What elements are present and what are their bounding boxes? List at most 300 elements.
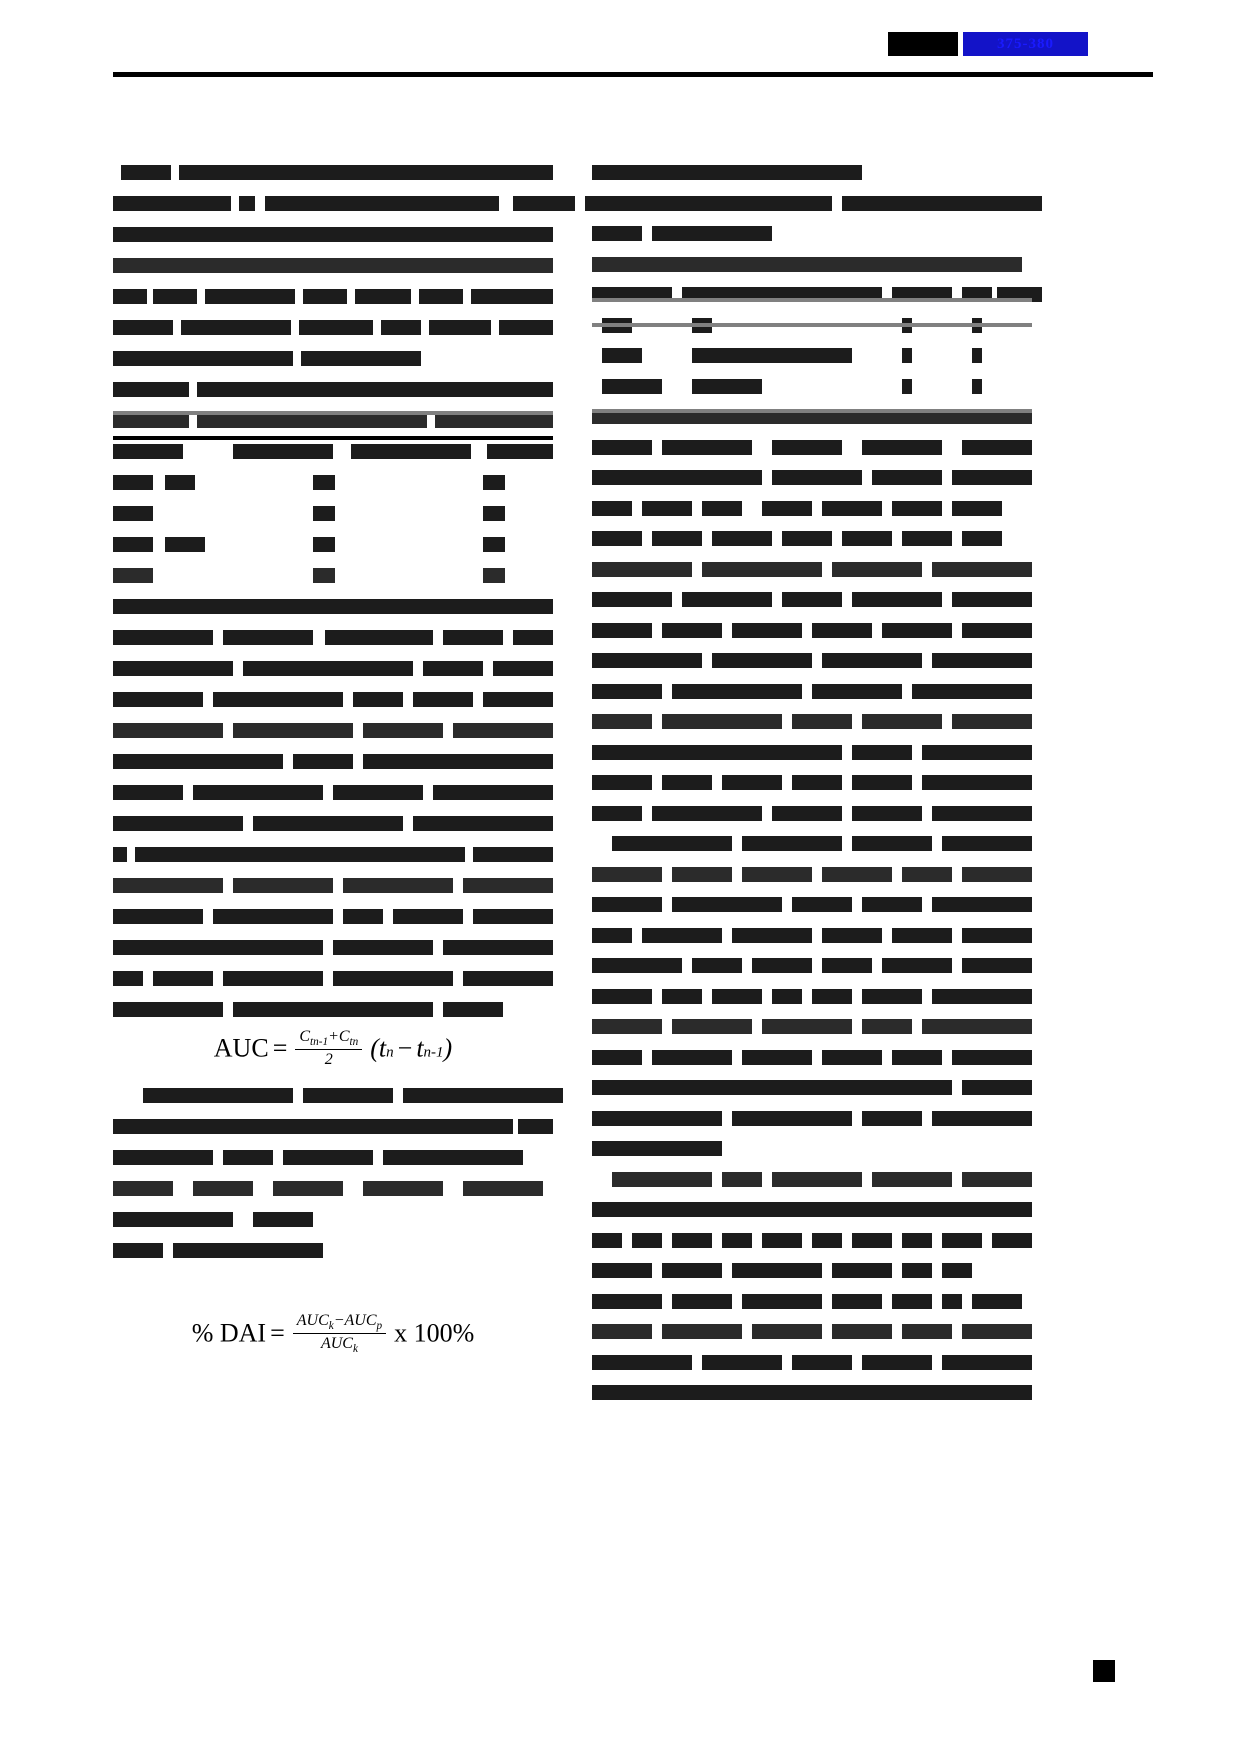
redacted-text-span: [612, 836, 732, 851]
redacted-text-span: [772, 440, 842, 455]
redacted-text-span: [113, 444, 183, 459]
text-line: [113, 537, 553, 568]
text-line: [113, 444, 553, 475]
text-line: [592, 1080, 1042, 1111]
redacted-text-span: [419, 289, 463, 304]
auc-num-c1: C: [299, 1028, 311, 1045]
redacted-text-span: [113, 878, 223, 893]
redacted-text-span: [862, 1019, 912, 1034]
redacted-text-span: [792, 348, 852, 363]
redacted-text-span: [223, 1150, 273, 1165]
redacted-text-span: [972, 379, 982, 394]
redacted-text-span: [592, 531, 642, 546]
redacted-text-span: [962, 531, 1002, 546]
redacted-text-span: [952, 592, 1032, 607]
redacted-text-span: [712, 531, 772, 546]
redacted-text-span: [892, 501, 942, 516]
redacted-text-span: [732, 1111, 852, 1126]
redacted-text-span: [253, 816, 403, 831]
redacted-text-span: [393, 909, 463, 924]
redacted-text-span: [822, 1050, 882, 1065]
redacted-text-span: [463, 1181, 543, 1196]
left-table-rule-header: [113, 436, 553, 440]
redacted-text-span: [113, 227, 553, 242]
redacted-text-span: [313, 568, 335, 583]
redacted-text-span: [113, 537, 153, 552]
redacted-text-span: [113, 692, 203, 707]
redacted-text-span: [293, 754, 353, 769]
redacted-text-span: [972, 348, 982, 363]
auc-num-c2-sub: tn: [349, 1036, 359, 1049]
redacted-text-span: [652, 1050, 732, 1065]
redacted-text-span: [962, 1324, 1032, 1339]
redacted-text-span: [672, 1294, 732, 1309]
redacted-text-span: [872, 1172, 952, 1187]
text-line: [592, 897, 1042, 928]
redacted-text-span: [682, 592, 772, 607]
equation-auc-fraction: [295, 1028, 362, 1069]
text-line: [592, 958, 1042, 989]
redacted-text-span: [952, 714, 1032, 729]
redacted-text-span: [592, 745, 842, 760]
redacted-text-span: [882, 958, 952, 973]
auc-num-plus: +: [328, 1028, 339, 1045]
redacted-text-span: [113, 847, 127, 862]
redacted-text-span: [273, 1181, 343, 1196]
redacted-text-span: [303, 1088, 393, 1103]
redacted-text-span: [383, 1150, 523, 1165]
redacted-text-span: [592, 470, 762, 485]
left-table-rule-top: [113, 411, 553, 415]
redacted-text-span: [433, 785, 553, 800]
redacted-text-span: [822, 653, 922, 668]
redacted-text-span: [299, 320, 373, 335]
redacted-text-span: [962, 1080, 1032, 1095]
redacted-text-span: [153, 289, 197, 304]
text-line: [592, 1202, 1042, 1233]
redacted-text-span: [213, 692, 343, 707]
redacted-text-span: [233, 878, 333, 893]
redacted-text-span: [662, 440, 752, 455]
auc-num-c1-sub: tn-1: [310, 1036, 329, 1049]
redacted-text-span: [942, 836, 1032, 851]
equation-dai-equals: =: [270, 1318, 285, 1348]
text-line: [113, 568, 553, 599]
redacted-text-span: [932, 562, 1032, 577]
redacted-text-span: [443, 1002, 503, 1017]
left-column-body-2: [113, 1088, 553, 1274]
text-line: [592, 1263, 1042, 1294]
page-range-link[interactable]: 375-380: [963, 32, 1088, 56]
text-line: [592, 409, 1042, 440]
redacted-text-span: [592, 775, 652, 790]
redacted-text-span: [443, 630, 503, 645]
redacted-text-span: [892, 1294, 932, 1309]
redacted-text-span: [902, 1263, 932, 1278]
redacted-text-span: [942, 1294, 962, 1309]
redacted-text-span: [313, 475, 335, 490]
text-line: [592, 592, 1042, 623]
redacted-text-span: [592, 623, 652, 638]
redacted-text-span: [842, 196, 1042, 211]
redacted-text-span: [113, 909, 203, 924]
redacted-text-span: [962, 958, 1032, 973]
redacted-text-span: [872, 470, 942, 485]
text-line: [592, 1172, 1042, 1203]
redacted-text-span: [832, 1263, 892, 1278]
redacted-text-span: [413, 692, 473, 707]
redacted-text-span: [862, 1355, 932, 1370]
redacted-text-span: [902, 1233, 932, 1248]
redacted-text-span: [882, 623, 952, 638]
text-line: [113, 227, 553, 258]
redacted-text-span: [832, 1324, 892, 1339]
text-line: [113, 165, 553, 196]
equation-dai: [113, 1312, 553, 1355]
header-right-block: [888, 32, 958, 56]
redacted-text-span: [792, 714, 852, 729]
right-table-rule-top: [592, 298, 1032, 302]
redacted-text-span: [592, 440, 652, 455]
redacted-text-span: [343, 909, 383, 924]
text-line: [113, 320, 553, 351]
redacted-text-span: [313, 506, 335, 521]
auc-tail-t2: t: [416, 1033, 424, 1063]
redacted-text-span: [333, 971, 453, 986]
text-line: [592, 1141, 1042, 1172]
redacted-text-span: [471, 289, 553, 304]
redacted-text-span: [233, 1002, 433, 1017]
redacted-text-span: [173, 1243, 323, 1258]
redacted-text-span: [333, 785, 423, 800]
redacted-text-span: [165, 475, 195, 490]
redacted-text-span: [962, 867, 1032, 882]
text-line: [113, 351, 553, 382]
redacted-text-span: [483, 692, 553, 707]
redacted-text-span: [962, 623, 1032, 638]
redacted-text-span: [812, 623, 872, 638]
redacted-text-span: [592, 1294, 662, 1309]
redacted-text-span: [113, 320, 173, 335]
redacted-text-span: [181, 320, 291, 335]
redacted-text-span: [712, 989, 762, 1004]
redacted-text-span: [113, 754, 283, 769]
redacted-text-span: [592, 226, 642, 241]
text-line: [592, 1355, 1042, 1386]
redacted-text-span: [483, 506, 505, 521]
redacted-text-span: [121, 165, 171, 180]
redacted-text-span: [113, 1212, 233, 1227]
equation-dai-numerator: [293, 1312, 386, 1334]
redacted-text-span: [902, 348, 912, 363]
redacted-text-span: [135, 847, 465, 862]
redacted-text-span: [862, 440, 942, 455]
text-line: [592, 1050, 1042, 1081]
redacted-text-span: [732, 623, 802, 638]
redacted-text-span: [493, 661, 553, 676]
redacted-text-span: [722, 1233, 752, 1248]
text-line: [592, 226, 1042, 257]
redacted-text-span: [672, 867, 732, 882]
page-number-marker: [1093, 1660, 1115, 1682]
redacted-text-span: [325, 630, 433, 645]
auc-tail-minus: −: [397, 1033, 413, 1063]
redacted-text-span: [303, 289, 347, 304]
redacted-text-span: [483, 537, 505, 552]
redacted-text-span: [513, 196, 575, 211]
redacted-text-span: [932, 1111, 1032, 1126]
redacted-text-span: [592, 1263, 652, 1278]
redacted-text-span: [333, 940, 433, 955]
equation-dai-tail: x 100%: [394, 1318, 475, 1348]
redacted-text-span: [732, 928, 812, 943]
redacted-text-span: [301, 351, 421, 366]
dai-num-minus: −: [333, 1312, 345, 1329]
redacted-text-span: [832, 562, 922, 577]
redacted-text-span: [223, 971, 323, 986]
redacted-text-span: [662, 1263, 722, 1278]
redacted-text-span: [942, 1355, 1032, 1370]
dai-num-b-sub: p: [376, 1320, 383, 1333]
equation-auc-numerator: [295, 1028, 362, 1050]
redacted-text-span: [902, 867, 952, 882]
redacted-text-span: [642, 928, 722, 943]
dai-num-a: AUC: [296, 1312, 329, 1329]
text-line: [113, 599, 553, 630]
redacted-text-span: [852, 745, 912, 760]
redacted-text-span: [463, 971, 553, 986]
text-line: [592, 165, 1042, 196]
text-line: [113, 196, 553, 227]
redacted-text-span: [113, 475, 153, 490]
equation-auc-label: AUC: [213, 1033, 269, 1063]
redacted-text-span: [652, 806, 762, 821]
redacted-text-span: [592, 867, 662, 882]
redacted-text-span: [113, 816, 243, 831]
redacted-text-span: [343, 878, 453, 893]
redacted-text-span: [902, 531, 952, 546]
redacted-text-span: [822, 867, 892, 882]
auc-tail-open: (: [370, 1033, 379, 1063]
redacted-text-span: [113, 568, 153, 583]
text-line: [113, 630, 553, 661]
redacted-text-span: [355, 289, 411, 304]
redacted-text-span: [822, 958, 872, 973]
redacted-text-span: [351, 444, 471, 459]
redacted-text-span: [942, 1263, 972, 1278]
redacted-text-span: [702, 501, 742, 516]
redacted-text-span: [429, 320, 491, 335]
equation-dai-fraction: [293, 1312, 386, 1355]
redacted-text-span: [283, 1150, 373, 1165]
redacted-text-span: [762, 1019, 852, 1034]
redacted-text-span: [772, 470, 862, 485]
redacted-text-span: [962, 1172, 1032, 1187]
redacted-text-span: [483, 568, 505, 583]
redacted-text-span: [592, 989, 652, 1004]
redacted-text-span: [932, 989, 1032, 1004]
redacted-text-span: [113, 413, 189, 428]
redacted-text-span: [952, 501, 1002, 516]
text-line: [592, 348, 1042, 379]
dai-num-b: AUC: [344, 1312, 377, 1329]
redacted-text-span: [592, 1080, 952, 1095]
redacted-text-span: [143, 1088, 293, 1103]
redacted-text-span: [483, 475, 505, 490]
text-line: [592, 745, 1042, 776]
redacted-text-span: [179, 165, 553, 180]
redacted-text-span: [952, 1050, 1032, 1065]
redacted-text-span: [592, 958, 682, 973]
redacted-text-span: [592, 592, 672, 607]
text-line: [113, 909, 553, 940]
redacted-text-span: [413, 816, 553, 831]
redacted-text-span: [233, 723, 353, 738]
redacted-text-span: [812, 989, 852, 1004]
redacted-text-span: [113, 1150, 213, 1165]
redacted-text-span: [852, 775, 912, 790]
text-line: [592, 470, 1042, 501]
redacted-text-span: [403, 1088, 563, 1103]
redacted-text-span: [852, 592, 942, 607]
redacted-text-span: [782, 531, 832, 546]
redacted-text-span: [772, 806, 842, 821]
redacted-text-span: [652, 226, 772, 241]
redacted-text-span: [862, 989, 922, 1004]
redacted-text-span: [962, 928, 1032, 943]
redacted-text-span: [672, 1233, 712, 1248]
redacted-text-span: [662, 714, 782, 729]
redacted-text-span: [702, 562, 822, 577]
text-line: [592, 257, 1042, 288]
redacted-text-span: [473, 909, 553, 924]
text-line: [113, 1181, 553, 1212]
redacted-text-span: [942, 1233, 982, 1248]
redacted-text-span: [592, 653, 702, 668]
redacted-text-span: [862, 897, 922, 912]
redacted-text-span: [722, 1172, 762, 1187]
redacted-text-span: [592, 165, 862, 180]
redacted-text-span: [443, 940, 553, 955]
text-line: [113, 692, 553, 723]
text-line: [592, 1294, 1042, 1325]
text-line: [592, 1233, 1042, 1264]
redacted-text-span: [193, 785, 323, 800]
redacted-text-span: [732, 1263, 822, 1278]
redacted-text-span: [592, 1111, 722, 1126]
text-line: [592, 623, 1042, 654]
redacted-text-span: [932, 653, 1032, 668]
redacted-text-span: [852, 1233, 892, 1248]
text-line: [113, 785, 553, 816]
redacted-text-span: [712, 653, 812, 668]
text-line: [592, 653, 1042, 684]
text-line: [113, 723, 553, 754]
text-line: [592, 775, 1042, 806]
redacted-text-span: [592, 562, 692, 577]
text-line: [592, 1019, 1042, 1050]
redacted-text-span: [165, 537, 205, 552]
redacted-text-span: [592, 684, 662, 699]
redacted-text-span: [423, 661, 483, 676]
text-line: [113, 1088, 553, 1119]
right-table-rule-header: [592, 323, 1032, 327]
redacted-text-span: [812, 1233, 842, 1248]
redacted-text-span: [113, 289, 147, 304]
text-line: [592, 684, 1042, 715]
equation-dai-denominator: [293, 1334, 386, 1355]
redacted-text-span: [632, 1233, 662, 1248]
text-line: [592, 1111, 1042, 1142]
redacted-text-span: [862, 1111, 922, 1126]
redacted-text-span: [592, 806, 642, 821]
text-line: [592, 806, 1042, 837]
redacted-text-span: [662, 989, 702, 1004]
redacted-text-span: [742, 1294, 822, 1309]
redacted-text-span: [113, 785, 183, 800]
text-line: [113, 940, 553, 971]
text-line: [592, 287, 1042, 318]
auc-num-c2: C: [338, 1028, 350, 1045]
text-line: [592, 379, 1042, 410]
redacted-text-span: [363, 1181, 443, 1196]
equation-auc-equals: =: [272, 1033, 288, 1063]
redacted-text-span: [992, 1233, 1032, 1248]
redacted-text-span: [762, 1233, 802, 1248]
redacted-text-span: [972, 1294, 1022, 1309]
dai-num-a-sub: k: [328, 1320, 334, 1333]
redacted-text-span: [453, 723, 553, 738]
redacted-text-span: [592, 1202, 1032, 1217]
text-line: [592, 440, 1042, 471]
auc-tail-t2-sub: n-1: [423, 1044, 444, 1061]
redacted-text-span: [363, 754, 553, 769]
redacted-text-span: [932, 897, 1032, 912]
redacted-text-span: [602, 348, 642, 363]
redacted-text-span: [592, 257, 1022, 272]
text-line: [113, 258, 553, 289]
running-title-redacted: [113, 30, 518, 52]
text-line: [113, 754, 553, 785]
redacted-text-span: [852, 836, 932, 851]
left-column: [113, 165, 553, 1033]
text-line: [592, 1385, 1042, 1416]
right-column: [592, 165, 1042, 1416]
text-line: [592, 836, 1042, 867]
text-line: [592, 928, 1042, 959]
redacted-text-span: [662, 623, 722, 638]
redacted-text-span: [922, 1019, 1032, 1034]
redacted-text-span: [265, 196, 499, 211]
text-line: [113, 971, 553, 1002]
redacted-text-span: [962, 440, 1032, 455]
redacted-text-span: [381, 320, 421, 335]
redacted-text-span: [692, 958, 742, 973]
redacted-text-span: [313, 537, 335, 552]
redacted-text-span: [612, 196, 832, 211]
redacted-text-span: [892, 928, 952, 943]
right-table-rule-bottom: [592, 409, 1032, 413]
redacted-text-span: [487, 444, 553, 459]
redacted-text-span: [792, 1355, 852, 1370]
redacted-text-span: [513, 630, 553, 645]
redacted-text-span: [435, 413, 553, 428]
redacted-text-span: [592, 1385, 1032, 1400]
redacted-text-span: [702, 1355, 782, 1370]
text-line: [113, 816, 553, 847]
redacted-text-span: [113, 661, 233, 676]
redacted-text-span: [113, 1119, 513, 1134]
